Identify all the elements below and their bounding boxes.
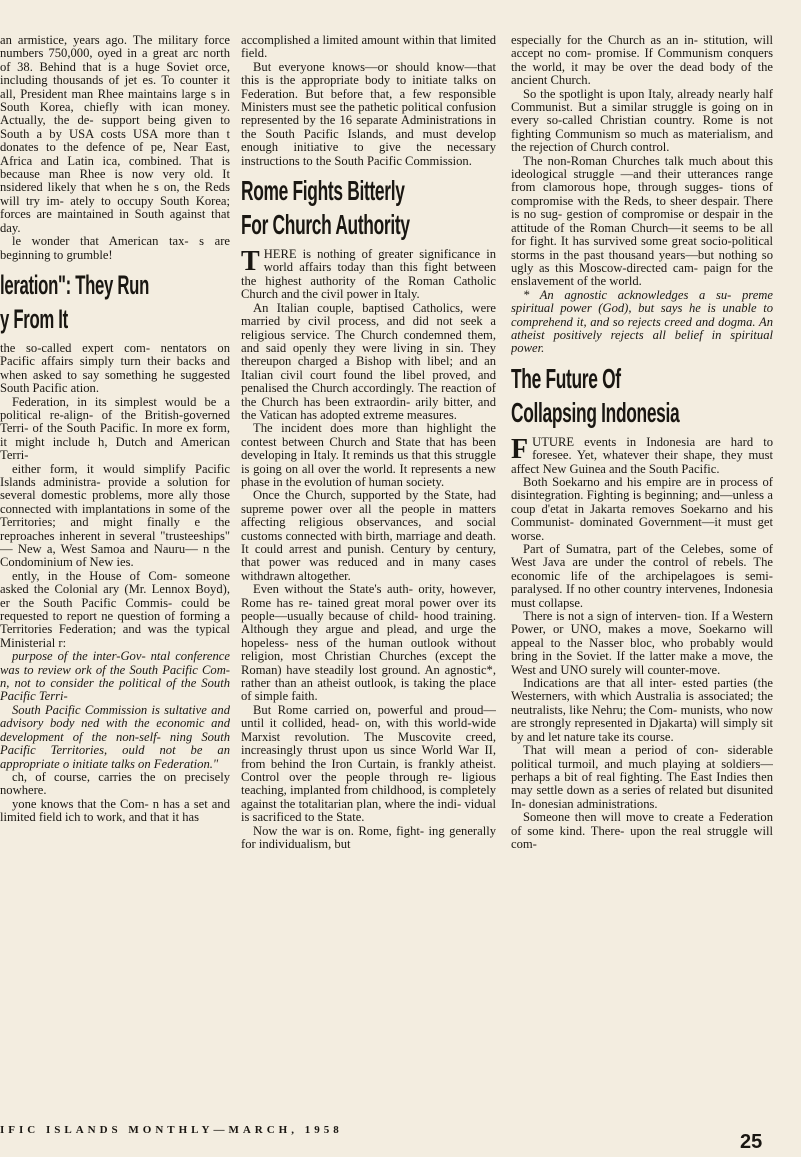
column-middle (241, 34, 496, 851)
article-heading (0, 268, 228, 336)
paragraph: But Rome carried on, powerful and proud—until it collided, head- on, with this world-wide Marxist revolution. The Muscovite creed, increasingly thrust upon us since World War II, from behind the Iron Curtain, is frankly atheist. Control over the people through re- ligious teaching, implanted from childhood, is completely against the totalitarian plan, where the indi- vidual is sacrificed to the State. (241, 702, 496, 825)
paragraph: Indications are that all inter- ested parties (the Westerners, with which Australia is associated; the neutralists, like Nehru; the Com- munists, who now are strongly represented in Djakarta) will simply sit by and let nature take its course. (511, 676, 773, 744)
article-heading (511, 362, 771, 430)
column-right (511, 34, 773, 851)
paragraph: The non-Roman Churches talk much about this ideological struggle —and their utterances range from clamorous hope, through sugges- tions of compromise with the Reds, to sheer despair. There is no sug- gestion of compromise or despair in the attitude of the Roman Church—it seems to be all for fight. It has survived some great socio-political storms in the past thousand years—but nothing so ugly as this Moscow-directed cam- paign for the enslavement of the world. (511, 153, 773, 289)
paragraph: either form, it would simplify Pacific Islands administra- provide a solution for several domestic problems, more ally those connected with implantations in some of the Territories; and might finally e the reproaches inherent in several "trusteeships" — New a, West Samoa and Nauru— n the Condominium of New ies. (0, 461, 230, 570)
paragraph: There is not a sign of interven- tion. If a Western Power, or UNO, makes a move, Soekarno will appeal to the Nasser bloc, who probably would bring in the Soviet. If the latter make a move, the West and UNO surely will counter-move. (511, 609, 773, 677)
article-heading (241, 174, 494, 242)
paragraph: ently, in the House of Com- someone asked the Colonial ary (Mr. Lennox Boyd), er the South Pacific Commis- could be requested to report ne question of forming a Territories Federation; and was the typical Ministerial r: (0, 568, 230, 650)
running-footer: IFIC ISLANDS MONTHLY—MARCH, 1958 (0, 1124, 343, 1136)
page-number: 25 (740, 1131, 763, 1153)
column-left (0, 34, 230, 825)
quote: purpose of the inter-Gov- ntal conference was to review ork of the South Pacific Com- n, not to consider the political of the South Pacific Terri- (0, 649, 230, 704)
heading-line: The Future Of (511, 362, 621, 394)
paragraph: le wonder that American tax- s are beginning to grumble! (0, 234, 230, 262)
drop-cap: F (511, 433, 529, 465)
paragraph: So the spotlight is upon Italy, already nearly half Communist. But a similar struggle is going on in every so-called Christian country. Rome is not fighting Communism so much as materialism, and the rejection of Church control. (511, 86, 773, 155)
paragraph: Both Soekarno and his empire are in process of disintegration. Fighting is beginning; and—unless a coup d'etat in Jakarta removes Soekarno and his Communist- dominated Government—it must get worse. (511, 474, 773, 543)
paragraph: an armistice, years ago. The military force numbers 750,000, oyed in a great arc north of 38. Behind that is a huge Soviet orce, including thousands of jet es. To counter it all, President man Rhee maintains large s in South Korea, chiefly with ican money. Actually, the de- support being given to South a by USA costs USA more than t donates to the defence of pe, Near East, Africa and Latin ica, combined. That is because man Rhee is now very old. It nsidered likely that when he s on, the Reds will try im- ately to occupy South Korea; forces are maintained in South against that day. (0, 34, 230, 235)
heading-line: y From It (0, 303, 68, 334)
heading-line: leration": They Run (0, 269, 150, 300)
paragraph: But everyone knows—or should know—that this is the appropriate body to initiate talks on Federation. But before that, a few responsible Ministers must see the pathetic political confusion represented by the 16 separate Administrations in the South Pacific Islands, and must develop enough initiative to give the necessary instructions to the South Pacific Commission. (241, 59, 496, 168)
paragraph-text: HERE is nothing of greater significance in world affairs today than this fight between the highest authority of the Roman Catholic Church and the civil power in Italy. (241, 247, 496, 302)
paragraph: yone knows that the Com- n has a set and limited field ich to work, and that it has (0, 796, 230, 825)
paragraph: Once the Church, supported by the State, had supreme power over all the people in matters affecting religious observances, and social customs connected with birth, marriage and death. It could arrest and punish. Century by century, that power was reduced and in many cases withdrawn altogether. (241, 488, 496, 583)
paragraph: Now the war is on. Rome, fight- ing generally for individualism, but (241, 823, 496, 851)
paragraph-text: UTURE events in Indonesia are hard to foresee. Yet, whatever their shape, they must affect New Guinea and the South Pacific. (511, 434, 773, 476)
heading-line: For Church Authority (241, 209, 410, 241)
quote: South Pacific Commission is sultative and advisory body ned with the economic and development of the non-self- ning South Pacific Territories, ould not be an appropriate o initiate talks on Federation." (0, 702, 230, 771)
paragraph: That will mean a period of con- siderable political turmoil, and much playing at soldiers—perhaps a bit of real fighting. The East Indies then may settle down as a series of related but disunited In- donesian administrations. (511, 743, 773, 811)
paragraph: the so-called expert com- nentators on Pacific affairs simply turn their backs and when asked to say something he suggested South Pacific ation. (0, 340, 230, 396)
footnote: * An agnostic acknowledges a su- preme spiritual power (God), but says he is unable to comprehend it, and so rejects creed and dogma. An atheist positively rejects all belief in spiritual power. (511, 287, 773, 356)
paragraph (511, 433, 773, 476)
paragraph: An Italian couple, baptised Catholics, were married by civil process, and did not seek a religious service. The Church condemned them, and said openly they were living in sin. They thereupon charged a Bishop with libel; and an Italian civil court found the libel proved, and penalised the Church accordingly. The reaction of the Church has been extraordin- arily bitter, and the Vatican has adopted extreme measures. (241, 300, 496, 422)
paragraph: The incident does more than highlight the contest between Church and State that has been developing in Italy. It reminds us that this struggle is going on all over the world. It represents a new phase in the evolution of human society. (241, 421, 496, 489)
heading-line: Rome Fights Bitterly (241, 175, 405, 207)
drop-cap: T (241, 246, 260, 278)
paragraph: ch, of course, carries the on precisely nowhere. (0, 769, 230, 798)
heading-line: Collapsing Indonesia (511, 396, 680, 428)
paragraph: Part of Sumatra, part of the Celebes, some of West Java are under the control of rebels. The economic life of the archipelagoes is semi-paralysed. If no other country intervenes, Indonesia must collapse. (511, 542, 773, 610)
paragraph: Someone then will move to create a Federation of some kind. There- upon the real struggle will com- (511, 810, 773, 851)
paragraph: Federation, in its simplest would be a political re-align- of the British-governed Terri- of the South Pacific. In more ex form, it might include h, Dutch and American Terri- (0, 394, 230, 463)
paragraph: especially for the Church as an in- stitution, will accept no com- promise. If Communism conquers the world, it may be over the dead body of the ancient Church. (511, 34, 773, 88)
paragraph: accomplished a limited amount within that limited field. (241, 34, 496, 61)
paragraph (241, 248, 496, 302)
paragraph: Even without the State's auth- ority, however, Rome has re- tained great moral power over its people—usually because of child- hood training. Although they argue and plead, and urge the hopeless- ness of the human outlook without religion, most Christian Churches (except the Roman) have steadily lost ground. An agnostic*, rather than an atheist outlook, is taking the place of simple faith. (241, 582, 496, 704)
